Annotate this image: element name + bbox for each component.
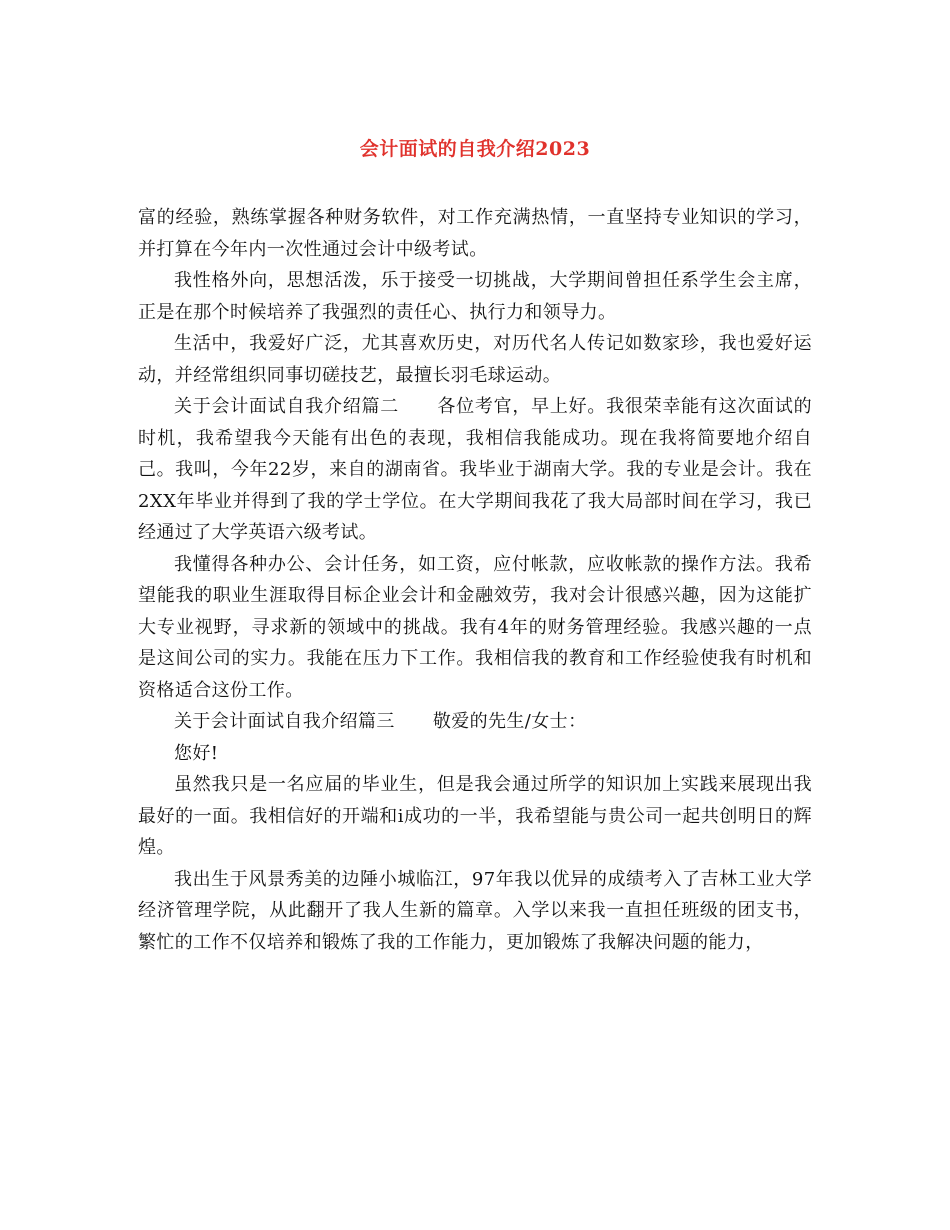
paragraph-text: 敬爱的先生/女士： <box>432 711 587 732</box>
paragraph <box>138 549 812 707</box>
paragraph-text: 生活中，我爱好广泛，尤其喜欢历史，对历代名人传记如数家珍，我也爱好运动，并经常组织同事切磋技艺，最擅长羽毛球运动。 <box>138 333 812 386</box>
page-title: 会计面试的自我介绍2023 <box>359 138 591 160</box>
paragraph <box>138 202 812 265</box>
paragraph-text: 富的经验，熟练掌握各种财务软件，对工作充满热情，一直坚持专业知识的学习，并打算在今年内一次性通过会计中级考试。 <box>138 207 812 260</box>
paragraph-text: 我出生于风景秀美的边陲小城临江，97年我以优异的成绩考入了吉林工业大学经济管理学院，从此翻开了我人生新的篇章。入学以来我一直担任班级的团支书，繁忙的工作不仅培养和锻炼了我的工作能力，更加锻炼了我解决问题的能力， <box>138 868 812 953</box>
paragraph-text: 虽然我只是一名应届的毕业生，但是我会通过所学的知识加上实践来展现出我最好的一面。我相信好的开端和i成功的一半，我希望能与贵公司一起共创明日的辉煌。 <box>138 774 812 858</box>
paragraph-text: 各位考官，早上好。我很荣幸能有这次面试的时机，我希望我今天能有出色的表现，我相信我能成功。现在我将简要地介绍自己。我叫，今年22岁，来自的湖南省。我毕业于湖南大学。我的专业是会计。我在2XX年毕业并得到了我的学士学位。在大学期间我花了我大局部时间在学习，我已经通过了大学英语六级考试。 <box>138 396 812 543</box>
paragraph-text: 我懂得各种办公、会计任务，如工资，应付帐款，应收帐款的操作方法。我希望能我的职业生涯取得目标企业会计和金融效劳，我对会计很感兴趣，因为这能扩大专业视野，寻求新的领域中的挑战。我有4年的财务管理经验。我感兴趣的一点是这间公司的实力。我能在压力下工作。我相信我的教育和工作经验使我有时机和资格适合这份工作。 <box>138 553 812 701</box>
paragraph <box>138 738 812 770</box>
paragraph <box>138 391 812 549</box>
section-heading: 关于会计面试自我介绍篇二 <box>174 396 399 417</box>
document-body <box>138 202 812 958</box>
paragraph <box>138 328 812 391</box>
paragraph <box>138 769 812 864</box>
paragraph-text: 我性格外向，思想活泼，乐于接受一切挑战，大学期间曾担任系学生会主席，正是在那个时候培养了我强烈的责任心、执行力和领导力。 <box>138 270 812 323</box>
paragraph <box>138 265 812 328</box>
paragraph-text: 您好! <box>174 742 219 764</box>
paragraph <box>138 706 812 738</box>
section-heading: 关于会计面试自我介绍篇三 <box>174 711 395 732</box>
paragraph <box>138 864 812 959</box>
